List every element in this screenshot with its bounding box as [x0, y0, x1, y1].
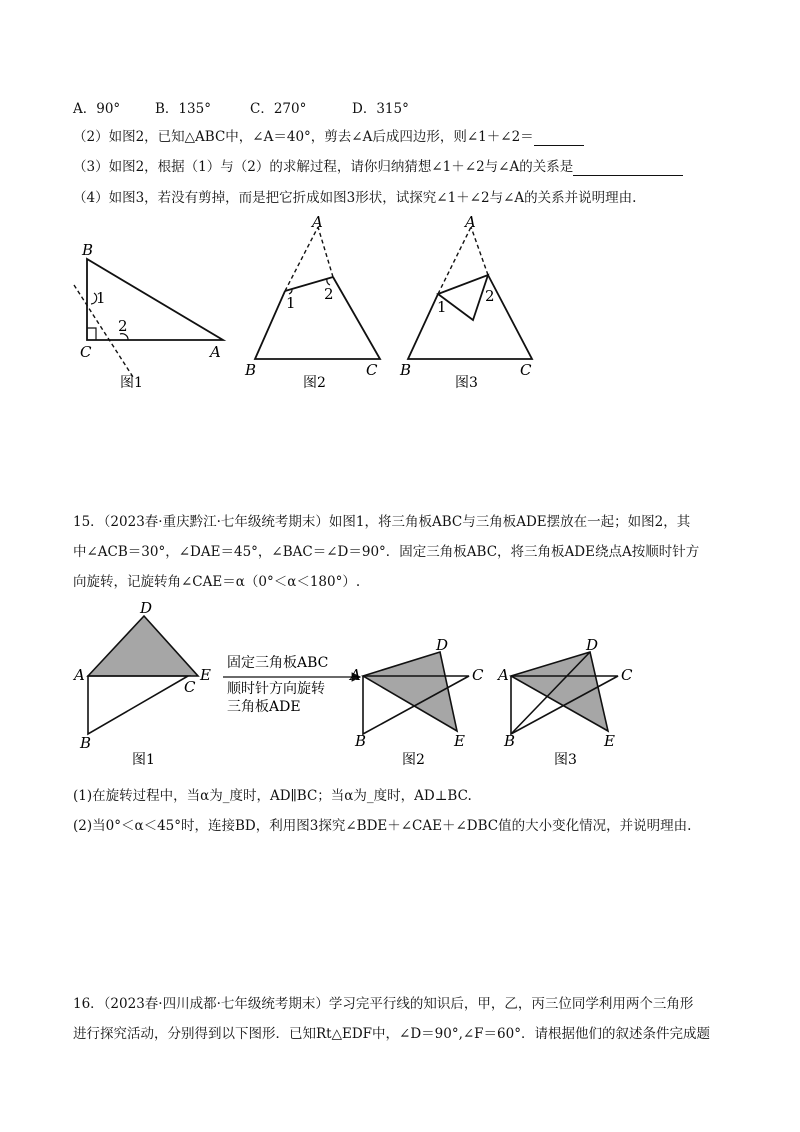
q16-line2: 进行探究活动，分别得到以下图形．已知Rt△EDF中，∠D＝90°,∠F＝60°．请根据他们的叙述条件完成题	[73, 1026, 710, 1042]
dashed-ac	[318, 227, 333, 277]
label-D: D	[586, 636, 599, 654]
arrow-text-3: 三角板ADE	[227, 699, 301, 715]
q15-fig3	[511, 652, 618, 734]
q14-part3-text: （3）如图2，根据（1）与（2）的求解过程，请你归纳猜想∠1＋∠2与∠A的关系是	[73, 159, 574, 175]
q14-part2	[73, 128, 584, 146]
q14-figures	[60, 215, 580, 400]
answer-blank[interactable]	[573, 161, 683, 176]
dashed-ab	[285, 227, 318, 291]
label-angle-1: 1	[437, 298, 447, 316]
q16-line1: 16．（2023春·四川成都·七年级统考期末）学习完平行线的知识后，甲，乙，丙三位同学利用两个三角形	[73, 996, 694, 1012]
label-B: B	[80, 734, 92, 752]
q15-sub2: (2)当0°＜α＜45°时，连接BD，利用图3探究∠BDE＋∠CAE＋∠DBC值的大小变化情况，并说明理由.	[73, 818, 692, 834]
caption-fig3: 图3	[455, 375, 478, 391]
arrow-text-2: 顺时针方向旋转	[227, 681, 325, 697]
label-C: C	[366, 361, 378, 379]
triangle-ade	[88, 616, 198, 676]
option-d: D．315°	[352, 101, 409, 117]
label-D: D	[436, 636, 449, 654]
q15-figures	[60, 600, 660, 775]
label-angle-2: 2	[118, 317, 128, 335]
label-E: E	[200, 666, 211, 684]
label-B: B	[504, 732, 516, 750]
triangle-abc	[88, 676, 188, 734]
label-E: E	[454, 732, 465, 750]
label-C: C	[621, 666, 633, 684]
label-A: A	[350, 666, 361, 684]
caption-fig1: 图1	[132, 752, 155, 768]
label-angle-2: 2	[485, 287, 495, 305]
triangle-ade	[363, 652, 457, 731]
label-B: B	[355, 732, 367, 750]
q14-part4: （4）如图3，若没有剪掉，而是把它折成如图3形状，试探究∠1＋∠2与∠A的关系并说明理由.	[73, 190, 637, 206]
label-C: C	[184, 678, 196, 696]
label-B: B	[245, 361, 257, 379]
label-B: B	[400, 361, 412, 379]
q14-fig3	[408, 227, 532, 359]
quadrilateral-sides	[255, 277, 380, 359]
label-E: E	[604, 732, 615, 750]
q15-fig1	[88, 616, 198, 734]
label-angle-2: 2	[324, 285, 334, 303]
label-C: C	[520, 361, 532, 379]
arrow-text-1: 固定三角板ABC	[227, 655, 329, 671]
caption-fig2: 图2	[402, 752, 425, 768]
caption-fig2: 图2	[303, 375, 326, 391]
option-b: B．135°	[155, 101, 211, 117]
caption-fig1: 图1	[120, 375, 143, 391]
label-B: B	[82, 241, 94, 259]
q15-sub1: (1)在旋转过程中，当α为_度时，AD∥BC；当α为_度时，AD⊥BC.	[73, 788, 472, 804]
triangle-abc	[87, 259, 223, 340]
q14-fig2	[255, 227, 380, 359]
label-A: A	[465, 215, 476, 231]
q15-line1: 15．（2023春·重庆黔江·七年级统考期末）如图1，将三角板ABC与三角板ADE摆放在一起；如图2，其	[73, 514, 691, 530]
label-angle-1: 1	[96, 289, 106, 307]
label-A: A	[74, 666, 85, 684]
label-C: C	[80, 343, 92, 361]
label-A: A	[312, 215, 323, 231]
caption-fig3: 图3	[554, 752, 577, 768]
option-a: A．90°	[73, 101, 121, 117]
q14-part3	[73, 158, 683, 176]
option-c: C．270°	[250, 101, 307, 117]
label-C: C	[472, 666, 484, 684]
dashed-ac	[471, 227, 488, 275]
label-A: A	[498, 666, 509, 684]
q14-part2-text: （2）如图2，已知△ABC中，∠A＝40°，剪去∠A后成四边形，则∠1＋∠2＝	[73, 129, 534, 145]
q15-line2: 中∠ACB＝30°，∠DAE＝45°，∠BAC＝∠D＝90°．固定三角板ABC，将三角板ADE绕点A按顺时针方	[73, 544, 700, 560]
q15-line3: 向旋转，记旋转角∠CAE＝α（0°＜α＜180°）.	[73, 574, 361, 590]
label-angle-1: 1	[286, 294, 296, 312]
right-angle-mark	[87, 328, 96, 340]
label-A: A	[210, 343, 221, 361]
answer-blank[interactable]	[534, 131, 584, 146]
q15-fig2	[363, 652, 469, 734]
label-D: D	[140, 600, 153, 617]
q14-fig1	[74, 259, 223, 377]
